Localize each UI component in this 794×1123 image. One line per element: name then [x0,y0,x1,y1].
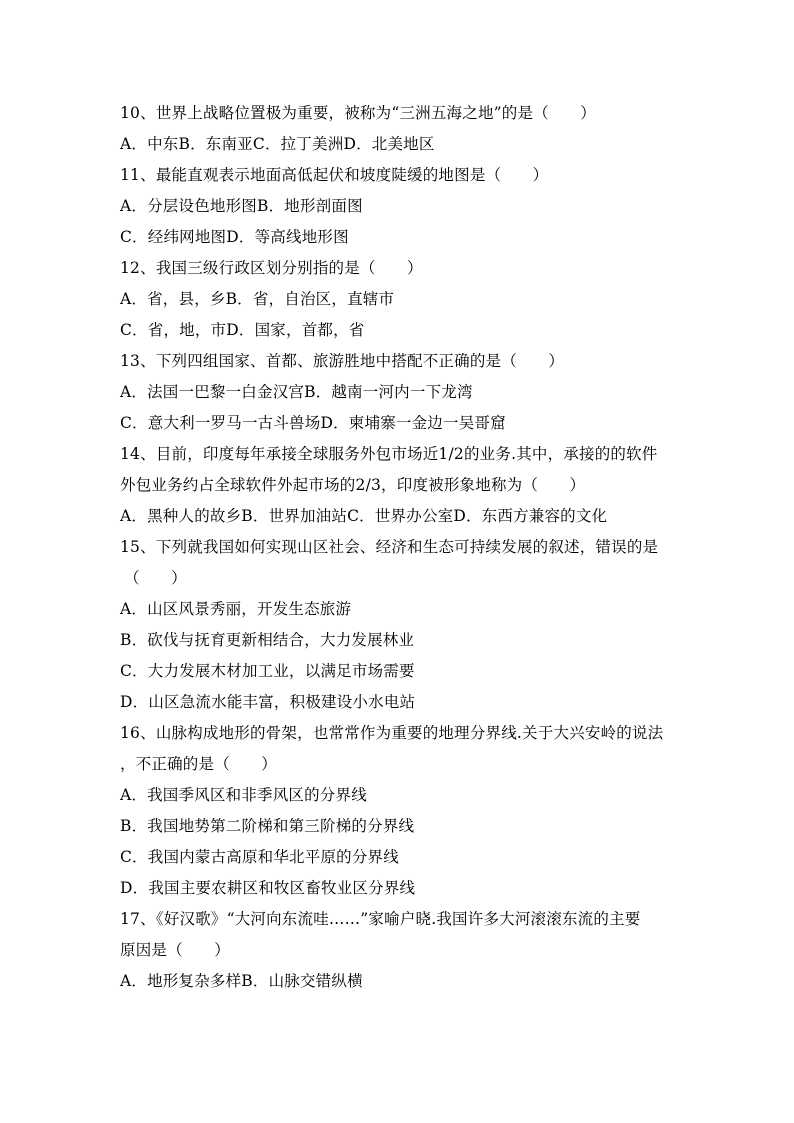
question-14-stem-line-1: 14、目前，印度每年承接全球服务外包市场近1/2的业务.其中，承接的的软件 [120,445,658,463]
question-16-option-b: B．我国地势第二阶梯和第三阶梯的分界线 [120,817,415,835]
question-14-options: A．黑种人的故乡B．世界加油站C．世界办公室D．东西方兼容的文化 [120,507,608,525]
question-14-stem-line-2: 外包业务约占全球软件外起市场的2/3，印度被形象地称为（ ） [120,476,586,494]
question-11-options-ab: A．分层设色地形图B．地形剖面图 [120,197,363,215]
question-16-stem-line-1: 16、山脉构成地形的骨架，也常常作为重要的地理分界线.关于大兴安岭的说法 [120,724,664,742]
question-15-option-d: D．山区急流水能丰富，积极建设小水电站 [120,693,416,711]
question-10-options: A．中东B．东南亚C．拉丁美洲D．北美地区 [120,135,435,153]
question-16-option-a: A．我国季风区和非季风区的分界线 [120,786,367,804]
question-text-block [120,98,680,997]
question-15-option-b: B．砍伐与抚育更新相结合，大力发展林业 [120,631,415,649]
question-17-stem-line-1: 17、《好汉歌》“大河向东流哇……”家喻户晓.我国许多大河滚滚东流的主要 [120,910,641,928]
question-12-stem: 12、我国三级行政区划分别指的是（ ） [120,259,423,277]
question-15-option-a: A．山区风景秀丽，开发生态旅游 [120,600,352,618]
question-16-option-c: C．我国内蒙古高原和华北平原的分界线 [120,848,399,866]
question-13-stem: 13、下列四组国家、首都、旅游胜地中搭配不正确的是（ ） [120,352,565,370]
question-10-stem: 10、世界上战略位置极为重要，被称为“三洲五海之地”的是（ ） [120,104,596,122]
question-16-stem-line-2: ，不正确的是（ ） [120,755,278,773]
question-15-stem-line-2: （ ） [124,569,187,587]
question-12-options-ab: A．省，县，乡B．省，自治区，直辖市 [120,290,395,308]
question-17-stem-line-2: 原因是（ ） [120,941,230,959]
question-17-options-ab: A．地形复杂多样B．山脉交错纵横 [120,972,363,990]
question-11-options-cd: C．经纬网地图D．等高线地形图 [120,228,349,246]
question-13-options-ab: A．法国一巴黎一白金汉宫B．越南一河内一下龙湾 [120,383,473,401]
question-12-options-cd: C．省，地，市D．国家，首都，省 [120,321,365,339]
question-15-option-c: C．大力发展木材加工业，以满足市场需要 [120,662,415,680]
question-11-stem: 11、最能直观表示地面高低起伏和坡度陡缓的地图是（ ） [120,166,549,184]
question-15-stem-line-1: 15、下列就我国如何实现山区社会、经济和生态可持续发展的叙述，错误的是 [120,538,659,556]
question-13-options-cd: C．意大利一罗马一古斗兽场D．柬埔寨一金边一吴哥窟 [120,414,506,432]
question-16-option-d: D．我国主要农耕区和牧区畜牧业区分界线 [120,879,416,897]
